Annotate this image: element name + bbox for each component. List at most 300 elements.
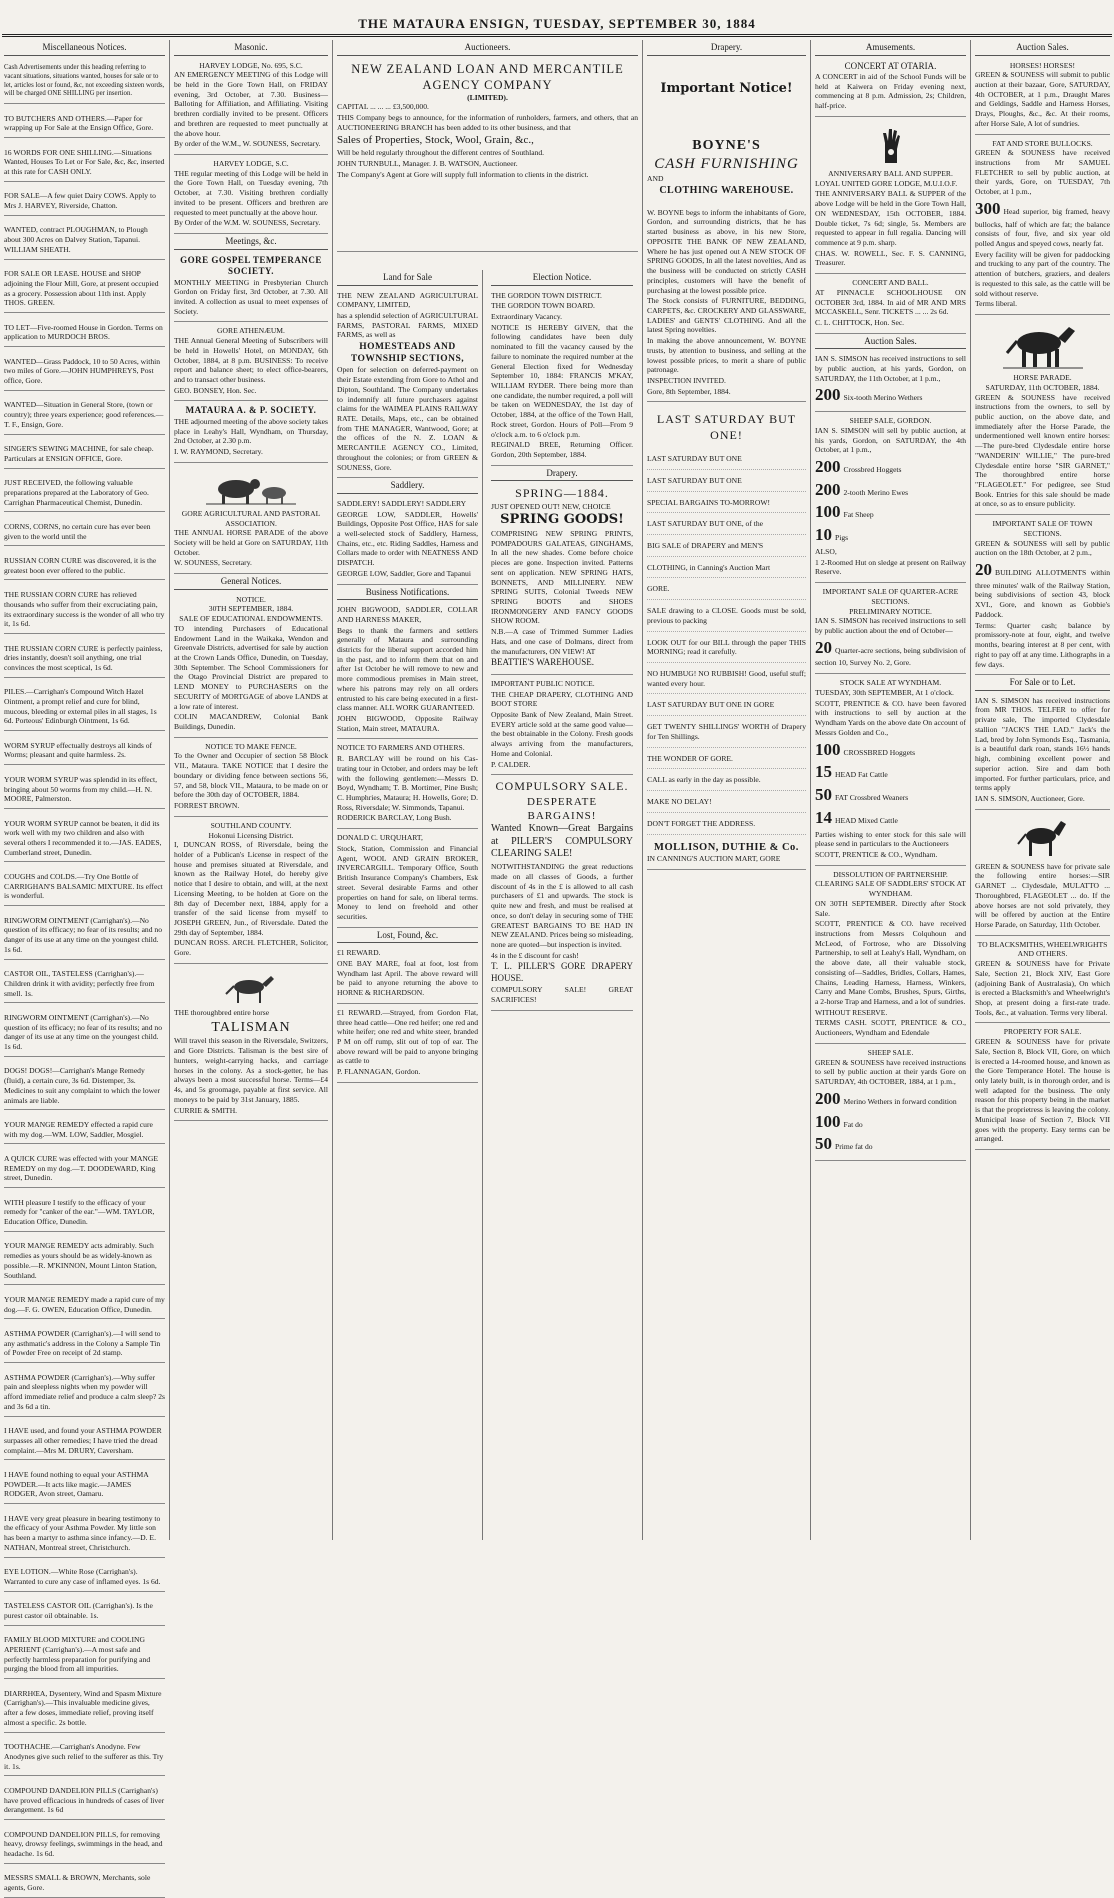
lot-count: 200: [815, 479, 841, 499]
public-notice-title: IMPORTANT PUBLIC NOTICE.: [491, 678, 595, 688]
lot-row: [815, 501, 966, 523]
nz-agricultural-body: has a splendid selection of AGRICULTURAL FARMS, PASTORAL FARMS, MIXED FARMS, as well as: [337, 310, 478, 340]
boyne-dated: Gore, 8th September, 1884.: [647, 386, 731, 396]
nz-loan-sign: JOHN TURNBULL, Manager. J. B. WATSON, Auctioneer.: [337, 159, 518, 169]
farmers-notice-body: R. BARCLAY will be round on his Cas-trating tour in October, and orders may be left with the following gentlemen:—Messrs D. Boyd, Wyndham; T. B. Mortimer, Pine Bush; C. Humphries, Mataura; H. Howells, Gore; D. Ross, Riversdale; W. Simmonds, Tapanui.: [337, 754, 478, 812]
harvey-lodge-title-1: HARVEY LODGE, No. 695, S.C.: [199, 60, 303, 70]
fence-notice-body: To the Owner and Occupier of section 58 Block VII., Mataura. TAKE NOTICE that I desire the boundary or dividing fence between sections 56, 57, and 58, block VII., Mataura, to be made on or before the 30th day of OCTOBER, 1884.: [174, 751, 328, 800]
sale-line: GORE.: [647, 579, 806, 600]
pinnacle-concert-title: CONCERT AND BALL.: [852, 278, 929, 288]
town-sections-terms: Terms: Quarter cash; balance by promissory-note at four, eight, and twelve months, bearing interest at 8 per cent, with right to pay off at any time. Lithographs in a few days.: [975, 620, 1110, 669]
classified-ad: FAMILY BLOOD MIXTURE and COOLING APERIENT (Carrighan's).—A most safe and perfectly harmless preparation for purifying and purging the blood from all impurities.: [4, 1633, 165, 1679]
educational-notice-ad: [174, 593, 328, 738]
educational-notice-body: TO intending Purchasers of Educational Endowment Land in the Waikaka, Wendon and Greenvale Districts, advertised for sale by auction at the Crown Lands Office, Dunedin, on Tuesday, 30th September. The School Commissioners for the Otago Provincial District are prepared to LEND MONEY to PURCHASERS on the SECURITY of MORTGAGE of above LANDS at a low rate of interest.: [174, 623, 328, 711]
section-header-business: Business Notifications.: [337, 587, 478, 601]
lot-row: [815, 1133, 966, 1155]
strayed-cattle-sign: P. FLANNAGAN, Gordon.: [337, 1067, 421, 1077]
boyne-clothing: CLOTHING WAREHOUSE.: [659, 184, 794, 196]
lost-mare-ad: [337, 946, 478, 1004]
lot-item: HEAD Mixed Cattle: [835, 815, 898, 825]
sale-line: SALE drawing to a CLOSE. Goods must be sold, previous to packing: [647, 601, 806, 631]
classified-ad: PILES.—Carrighan's Compound Witch Hazel Ointment, a prompt relief and cure for blind, mucous, bleeding or external piles in all stages, 1s 6d. Porteous' Edinburgh Ointment, 1s 6d.: [4, 685, 165, 731]
harvey-lodge-sign-1: By order of the W.M., W. SOUNESS, Secretary.: [174, 139, 321, 149]
boyne-body: W. BOYNE begs to inform the inhabitants of Gore, Gordon, and surrounding districts, that he has started business as above, in his new Store, OPPOSITE THE BANK OF NEW ZEALAND, Where he has just opened out A NEW STOCK OF SPRING GOODS, In all the latest novelties, And as the business will be conducted on strictly CASH principles, customers will have the benefit of purchasing at the lowest possible price.: [647, 207, 806, 295]
classified-ad: CORNS, CORNS, no certain cure has ever been given to the world until the: [4, 520, 165, 546]
classified-ad: COMPOUND DANDELION PILLS, for removing heavy, drowsy feelings, swimmings in the head, and headache. 1s 6d.: [4, 1828, 165, 1864]
column-drapery: [643, 40, 811, 1540]
sale-line: THE WONDER OF GORE.: [647, 749, 806, 770]
simson-wethers-body: IAN S. SIMSON has received instructions to sell by public auction, at his yards, Gordon, on SATURDAY, the 11th October, at 1 p.m.,: [815, 354, 966, 383]
section-header-auction-sales: Auction Sales.: [815, 336, 966, 350]
election-sign: REGINALD BREE, Returning Officer. Gordon, 20th September, 1884.: [491, 440, 633, 460]
agricultural-association-sign: W. SOUNESS, Secretary.: [174, 558, 252, 568]
lodge-hand-emblem-icon: [879, 125, 903, 165]
section-header-auction-sales-right: Auction Sales.: [975, 42, 1110, 56]
wyndham-stock-ad: [815, 676, 966, 865]
fence-notice-sign: FORREST BROWN.: [174, 801, 240, 811]
boyne-important: Important Notice!: [660, 80, 793, 96]
wyndham-stock-lots: [815, 739, 966, 829]
town-sections-body: GREEN & SOUNESS will sell by public auction on the 18th October, at 2 p.m.,: [975, 538, 1110, 558]
lot-count: 14: [815, 807, 832, 827]
quarter-acre-ad: [815, 585, 966, 674]
classified-ad: EYE LOTION.—White Rose (Carrighan's). Warranted to cure any case of inflamed eyes. 1s 6d.: [4, 1565, 165, 1591]
lot-item: Fat Sheep: [843, 510, 874, 520]
talisman-intro: THE thoroughbred entire horse: [174, 1007, 270, 1017]
educational-notice-date: 30TH SEPTEMBER, 1884.: [208, 604, 294, 614]
athenaeum-sign: GEO. BONSEY, Hon. Sec.: [174, 385, 257, 395]
lot-row: [815, 807, 966, 829]
bullocks-sale-title: FAT AND STORE BULLOCKS.: [992, 138, 1093, 148]
classified-ad: RINGWORM OINTMENT (Carrighan's).—No question of its efficacy; no fear of its results; and no danger of its use at any time on the youngest child. 1s 6d.: [4, 1011, 165, 1057]
column-amusements: [811, 40, 971, 1540]
lot-count: 50: [815, 1134, 832, 1154]
nz-loan-capital: CAPITAL ... ... ... £3,500,000.: [337, 102, 429, 112]
private-horses-body: GREEN & SOUNESS have for private sale the following entire horses:—SIR GARNET ... Clydesdale, MULATTO ... Thoroughbred, FLAGEOLET ... do. If the above horses are not sold privately, they will be offered by auction at the Entire Horse Parade, on Saturday, 11th October.: [975, 861, 1110, 929]
horse-parade-title: HORSE PARADE.: [1013, 373, 1072, 383]
pinnacle-concert-sign: C. L. CHITTOCK, Hon. Sec.: [815, 317, 905, 327]
lot-row: [815, 1088, 966, 1110]
blacksmiths-body: GREEN & SOUNESS have for Private Sale, Section 21, Block XIV, East Gore (adjoining Bank of Australasia), On which is erected a Blacksmith's and Wheelwright's Shop, at present doing a first-rate trade. Tools, &c., at valuation. Terms very liberal.: [975, 959, 1110, 1017]
mollison-lines: [647, 449, 806, 834]
lot-count: 100: [815, 502, 841, 522]
agricultural-association-body: THE ANNUAL HORSE PARADE of the above Society will be held at Gore on SATURDAY, 11th October.: [174, 528, 328, 557]
classified-ad: THE RUSSIAN CORN CURE has relieved thousands who suffer from their excruciating pain, its extraordinary success is the wonder of all who try it, 1s 6d.: [4, 588, 165, 634]
southland-county-body: I, DUNCAN ROSS, of Riversdale, being the holder of a Publican's License in respect of the house and premises situated at Riversdale, and known as the Railway Hotel, do hereby give notice that I desire to obtain, and will, at the next Licensing Meeting, to be holden at Gore on the 8th day of December next, 1884, apply for a transfer of the said license from myself to JOSEPH GREEN, Jun., of Riversdale. Dated the 29th day of September, 1884.: [174, 840, 328, 937]
nz-loan-sales: Sales of Properties, Stock, Wool, Grain, &c.,: [337, 134, 534, 147]
section-header-miscellaneous: Miscellaneous Notices.: [4, 42, 165, 56]
classified-ad: JUST RECEIVED, the following valuable preparations prepared at the Laboratory of Geo. Carrighan Pharmaceutical Chemist, Dunedin.: [4, 476, 165, 512]
classified-ad: I HAVE very great pleasure in bearing testimony to the efficacy of your Asthma Powder. My little son has been a martyr to asthma since infancy.—D. E. NATHAN, Montreal street, Christchurch.: [4, 1512, 165, 1558]
wyndham-stock-sign: SCOTT, PRENTICE & CO., Wyndham.: [815, 849, 938, 859]
agricultural-association-title: GORE AGRICULTURAL AND PASTORAL ASSOCIATION.: [181, 508, 321, 528]
compulsory-sale-title: COMPULSORY SALE.: [495, 779, 629, 794]
lot-row: [815, 479, 966, 501]
quarter-acre-body: IAN S. SIMSON has received instructions to sell by public auction about the end of October—: [815, 616, 966, 636]
horses-sale-title: HORSES! HORSES!: [1009, 60, 1076, 70]
sheep-sale-gore-title: SHEEP SALE.: [867, 1047, 914, 1057]
athenaeum-ad: [174, 324, 328, 401]
classified-ad: YOUR WORM SYRUP was splendid in its effect, bringing about 50 worms from my child.—H. N. MOORE, Palmerston.: [4, 773, 165, 809]
nz-loan-ad: [337, 59, 638, 252]
lot-count: 50: [815, 785, 832, 805]
lot-row: [815, 456, 966, 478]
strayed-cattle-ad: [337, 1006, 478, 1083]
dissolution-title: DISSOLUTION OF PARTNERSHIP.: [833, 869, 948, 879]
bigwood-body: Begs to thank the farmers and settlers generally of Mataura and surrounding districts for the liberal support accorded him in the past, and to inform them that on and after 1st October he will remove to new and more commodious premises in Main street, where his patrons may rely on all orders entrusted to his care being executed in a first-class manner. ALL WORK GUARANTEED.: [337, 625, 478, 713]
lot-item: CROSSBRED Hoggets: [843, 747, 916, 757]
mataura-society-body: THE adjourned meeting of the above society takes place in Leahy's Hall, Wyndham, on Thursday, 2nd October, at 2.30 p.m.: [174, 416, 328, 446]
quarter-acre-prelim: PRELIMINARY NOTICE.: [849, 606, 932, 616]
saddlers-clearing-title: CLEARING SALE OF SADDLERS' STOCK AT WYNDHAM.: [815, 879, 966, 899]
anniversary-ball-lodge: LOYAL UNITED GORE LODGE, M.U.I.O.F.: [815, 178, 958, 188]
public-notice-sign: P. CALDER.: [491, 759, 531, 769]
strayed-cattle-body: £1 REWARD.—Strayed, from Gordon Flat, three head cattle—One red heifer; one red and white heifer; one red and white steer, branded P M on off rump, slit out of top of ear. The above reward will be paid to anyone bringing as cattle to: [337, 1007, 478, 1066]
column-auction-sales: [971, 40, 1114, 1540]
nz-agricultural-title: THE NEW ZEALAND AGRICULTURAL COMPANY, LIMITED,: [337, 290, 478, 310]
anniversary-ball-body: THE ANNIVERSARY BALL & SUPPER of the above Lodge will be held in the Gore Town Hall, ON WEDNESDAY, 15th OCTOBER, 1884. Double ticket, 7s 6d; single, 5s. Members are requested to appear in full regalia. Dancing will commence at 9 p.m. sharp.: [815, 189, 966, 247]
sale-line: LAST SATURDAY BUT ONE IN GORE: [647, 695, 806, 716]
classified-ad: DOGS! DOGS!—Carrighan's Mange Remedy (fluid), a certain cure, 3s 6d. Distemper, 3s. Medicines to suit any complaint to which the lower animals are liable.: [4, 1064, 165, 1110]
wyndham-stock-note: Parties wishing to enter stock for this sale will please send in particulars to the Auctioneers: [815, 829, 966, 849]
classified-ad: WANTED, contract PLOUGHMAN, to Plough about 300 Acres on Dalvey Station, Tapanui. WILLIAM SHEATH.: [4, 223, 165, 259]
mollison-ad: [647, 404, 806, 869]
stallion-engraving-icon: [1015, 818, 1071, 858]
quarter-acre-count: 20: [815, 637, 832, 657]
blacksmiths-ad: [975, 938, 1110, 1024]
section-header-auctioneers: Auctioneers.: [337, 42, 638, 56]
bullocks-sale-body: GREEN & SOUNESS have received instructions from Mr SAMUEL FLETCHER to sell by public auction, at their yards, Gore, on TUESDAY, 7th October, at 1 p.m.,: [975, 148, 1110, 197]
classified-ad: DIARRHŒA, Dysentery, Wind and Spasm Mixture (Carrighan's).—This invaluable medicine gives, after a few doses, immediate relief, proving itself almost a specific. 2s bottle.: [4, 1687, 165, 1733]
athenaeum-body: THE Annual General Meeting of Subscribers will be held in Howells' Hotel, on MONDAY, 6th October, 1884, at 8 p.m. BUSINESS: To receive report and balance sheet; to elect office-bearers, and to transact other business.: [174, 336, 328, 385]
classified-ad: WANTED—Situation in General Store, (town or country); three years experience; good references.—T. F., Ensign, Gore.: [4, 398, 165, 434]
urquhart-body: Stock, Station, Commission and Financial Agent, WOOL AND GRAIN BROKER, INVERCARGILL. Temporary Office, South British Insurance Company's Chambers, Esk street. Several desirable Farms and other properties on hand for sale, on liberal terms. Money to lend on freehold and other securities.: [337, 843, 478, 921]
wyndham-stock-body: SCOTT, PRENTICE & CO. have been favored with instructions to sell by auction at the Wyndham Yards on the above date On account of Messrs Golden and Co.,: [815, 698, 966, 737]
horse-parade-body: GREEN & SOUNESS have received instructions from the owners, to sell by public auction, on the above date, and immediately after the Horse Parade, the undermentioned well known entire horses:—The pure-bred Clydesdale entire horse "WANDERIN' WILLIE," The pure-bred Clydesdale entire horse "SIR GARNET," The thoroughbred entire horse "FLAGEOLET." For pedigree, see Stud Book. Entries for this sale should be made at once, so as to ensure publicity.: [975, 392, 1110, 509]
sheep-sale-gore-body: GREEN & SOUNESS have received instructions to sell by public auction at their yards Gore on SATURDAY, 4th OCTOBER, 1884, at 1 p.m.,: [815, 1057, 966, 1087]
boyne-body-2: In making the above announcement, W. BOYNE trusts, by attention to business, and selling at the lowest possible prices, to merit a share of public patronage.: [647, 336, 806, 375]
farmers-notice-title: NOTICE TO FARMERS AND OTHERS.: [337, 743, 465, 753]
boyne-name: BOYNE'S: [692, 138, 761, 154]
anniversary-ball-ad: [815, 119, 966, 274]
private-horses-ad: [975, 812, 1110, 936]
sale-line: MAKE NO DELAY!: [647, 792, 806, 813]
classified-ad: COMPOUND DANDELION PILLS (Carrighan's) have proved efficacious in hundreds of cases of liver derangement. 1s 6d: [4, 1784, 165, 1820]
classified-ad: WORM SYRUP effectually destroys all kinds of Worms; pleasant and quite harmless. 2s.: [4, 739, 165, 765]
classified-ad: CASTOR OIL, TASTELESS (Carrighan's).—Children drink it with avidity; perfectly free from smell. 1s.: [4, 967, 165, 1003]
classified-ad: MESSRS SMALL & BROWN, Merchants, sole agents, Gore.: [4, 1871, 165, 1897]
section-header-lost-found: Lost, Found, &c.: [337, 930, 478, 944]
farmers-notice-sign: RODERICK BARCLAY, Long Bush.: [337, 813, 452, 823]
sheep-sale-gore-lots: [815, 1088, 966, 1155]
mataura-society-sign: I. W. RAYMOND, Secretary.: [174, 447, 263, 457]
boyne-and: AND: [647, 174, 664, 184]
town-sections-item: BUILDING ALLOTMENTS within three minutes' walk of the Railway Station, being subdivisions of section 43, block XVI., Gore, and known as Gobbie's Paddock.: [975, 568, 1110, 619]
classified-ad: TOOTHACHE.—Carrighan's Anodyne. Few Anodynes give such relief to the sufferer as this. Try it. 1s.: [4, 1740, 165, 1776]
urquhart-title: DONALD C. URQUHART,: [337, 833, 423, 843]
lot-item: HEAD Fat Cattle: [835, 770, 888, 780]
election-vacancy: Extraordinary Vacancy.: [491, 311, 563, 321]
section-header-saddlery: Saddlery.: [337, 480, 478, 494]
miscellaneous-ads-list: [4, 112, 165, 1898]
talisman-ad: [174, 966, 328, 1121]
lot-count: 100: [815, 1111, 841, 1131]
saddlers-clearing-ad: [815, 868, 966, 1044]
mollison-foot: IN CANNING'S AUCTION MART, GORE: [647, 853, 781, 863]
spring-goods-body: JUST OPENED OUT! NEW, CHOICE: [491, 501, 611, 511]
southland-county-sub: Hokonui Licensing District.: [208, 830, 294, 840]
piller-sign: T. L. PILLER'S GORE DRAPERY HOUSE.: [491, 961, 633, 983]
sale-line: LAST SATURDAY BUT ONE: [647, 449, 806, 470]
lot-count: 200: [815, 1088, 841, 1108]
classified-ad: WANTED—Grass Paddock, 10 to 50 Acres, within two miles of Gore.—JOHN HUMPHREYS, Post office, Gore.: [4, 355, 165, 391]
election-sub: THE GORDON TOWN BOARD.: [491, 301, 595, 311]
talisman-sign: CURRIE & SMITH.: [174, 1105, 238, 1115]
harvey-lodge-body-2: THE regular meeting of this Lodge will be held in the Gore Town Hall, on Tuesday evening, 7th October, at 7.30. Visiting brethren cordially invited to be present. Officers and brethren are requested to meet punctually at the above hour.: [174, 168, 328, 217]
public-notice-body: Opposite Bank of New Zealand, Main Street. EVERY article sold at the same good value—the best obtainable in the Colony. Fresh goods always arriving from the manufacturers, Home and Colonial.: [491, 709, 633, 758]
election-body: NOTICE IS HEREBY GIVEN, that the following candidates have been duly nominated to fill the vacancy caused by the failure to nominate the required number at the General Election fixed for Wednesday September 10, 1884: FRANCIS M'KAY, WILLIAM RYDER. There being more than one candidate, the number required, a poll will be taken on WEDNESDAY, the 1st day of October, 1884, at the office of the Town Hall, Rock street, Gordon. Hours of Poll—From 9 o'clock a.m. to 6 o'clock p.m.: [491, 322, 633, 439]
classified-ad: RUSSIAN CORN CURE was discovered, it is the greatest boon ever offered to the public.: [4, 554, 165, 580]
auctioneers-left-subcolumn: [333, 270, 483, 1540]
section-header-land-for-sale: Land for Sale: [337, 272, 478, 286]
spring-goods-sign: BEATTIE'S WAREHOUSE.: [491, 657, 594, 668]
classified-ad: RINGWORM OINTMENT (Carrighan's).—No question of its efficacy; no fear of its results; and no danger of its use at any time on the youngest child. 1s 6d.: [4, 914, 165, 960]
masthead: [0, 4, 1114, 34]
classified-ad: TO BUTCHERS AND OTHERS.—Paper for wrapping up For Sale at the Ensign Office, Gore.: [4, 112, 165, 138]
nz-agricultural-body-2: Open for selection on deferred-payment on their Estate extending from Gore to Athol and Dipton, Southland. The Company undertakes to indemnify all future purchasers against claims for the WAIMEA PLAINS RAILWAY RATE. Details, Maps, etc., can be obtained from THE MANAGER, Wantwood, Gore; at the offices of the N. Z. LOAN & MERCANTILE AGENCY CO., Limited, throughout the colonies; or from GREEN & SOUNESS, Gore.: [337, 365, 478, 472]
talisman-body: Will travel this season in the Riversdale, Switzers, and Gore Districts. Talisman is the best sire of hunters, weight-carrying hacks, and carriage horses in the colony. As a stock-getter, he has always been a most successful horse. Terms—£4 4s, and 5s groomage, payable at first service. All moneys to be paid by 31st January, 1885.: [174, 1036, 328, 1104]
anniversary-ball-sign: CHAS. W. ROWELL, Sec. F. S. CANNING, Treasurer.: [815, 248, 966, 268]
lot-item: Fat do: [843, 1119, 863, 1129]
public-notice-ad: [491, 677, 633, 775]
saddlery-body: GEORGE LOW, SADDLER, Howells' Buildings, Opposite Post Office, HAS for sale a well-selected stock of Saddlery, Harness, Chains, etc., etc. Riding Saddles, Harness and Collars made to order with NEATNESS AND DISPATCH.: [337, 509, 478, 568]
sale-line: LOOK OUT for our BILL through the paper THIS MORNING; read it carefully.: [647, 633, 806, 663]
classified-ad: COUGHS and COLDS.—Try One Bottle of CARRIGHAN'S BALSAMIC MIXTURE. Its effect is wonderful.: [4, 870, 165, 906]
bullocks-count: 300: [975, 198, 1001, 218]
harvey-lodge-title-2: HARVEY LODGE, S.C.: [213, 158, 289, 168]
property-sale-body: GREEN & SOUNESS have for private Sale, Section 8, Block VII, Gore, on which is erected a 14-roomed house, and known as the Gore Temperance Hotel. The house is only lately built, is in thorough order, and is well adapted for the business. The only reason for this property being in the market is that the proprietress is leaving the colony. Municipal lease of Section 7, Block VII goes with the property. Easy terms can be arranged.: [975, 1037, 1110, 1144]
saddlers-clearing-reserve: WITHOUT RESERVE.: [815, 1007, 888, 1017]
bigwood-ad: [337, 603, 478, 739]
fence-notice-ad: [174, 740, 328, 817]
fence-notice-title: NOTICE TO MAKE FENCE.: [205, 741, 297, 751]
spring-goods-big: SPRING GOODS!: [500, 512, 624, 528]
educational-notice-sign: COLIN MACANDREW, Colonial Bank Buildings, Dunedin.: [174, 712, 328, 732]
spring-goods-ad: [491, 484, 633, 675]
lost-mare-body: ONE BAY MARE, foal at foot, lost from Wyndham last April. The above reward will be paid to anyone returning the above to HORNE & RICHARDSON.: [337, 958, 478, 998]
public-notice-sub: THE CHEAP DRAPERY, CLOTHING AND BOOT STORE: [491, 689, 633, 709]
sheep-sale-gore-ad: [815, 1046, 966, 1161]
section-header-drapery: Drapery.: [647, 42, 806, 56]
sale-line: NO HUMBUG! NO RUBBISH! Good, useful stuff; wanted every hour.: [647, 664, 806, 694]
quarter-acre-title: IMPORTANT SALE OF QUARTER-ACRE SECTIONS.: [822, 587, 959, 606]
livestock-engraving-icon: [206, 471, 296, 505]
farmers-notice-ad: [337, 741, 478, 829]
lot-count: 100: [815, 739, 841, 759]
lot-row: [815, 524, 966, 546]
classified-ad: TO LET—Five-roomed House in Gordon. Terms on application to MURDOCH BROS.: [4, 321, 165, 347]
desperate-bargains: DESPERATE BARGAINS!: [526, 795, 598, 822]
classified-ad: YOUR MANGE REMEDY acts admirably. Such remedies as yours should be as widely-known as possible.—R. M'KINNON, Mount Linton Station, Southland.: [4, 1239, 165, 1285]
urquhart-ad: [337, 831, 478, 927]
column-miscellaneous: [0, 40, 170, 1893]
wyndham-stock-title: STOCK SALE AT WYNDHAM.: [839, 678, 942, 688]
classified-ad: A QUICK CURE was effected with your MANGE REMEDY on my dog.—T. DOODEWARD, King street, Dunedin.: [4, 1152, 165, 1188]
compulsory-sale-discount: 4s in the £ discount for cash!: [491, 950, 579, 960]
sheep-sale-gordon-lots: [815, 456, 966, 546]
lot-row: [815, 1111, 966, 1133]
section-header-sale-or-let: For Sale or to Let.: [975, 677, 1110, 691]
temperance-title: GORE GOSPEL TEMPERANCE SOCIETY.: [180, 254, 322, 277]
election-ad: [491, 289, 633, 466]
nz-agricultural-big: HOMESTEADS AND TOWNSHIP SECTIONS,: [350, 342, 465, 365]
classified-ad: THE RUSSIAN CORN CURE is perfectly painless, dries instantly, doesn't soil anything, one trial convinces the most sceptical, 1s 6d.: [4, 642, 165, 678]
boyne-stock: The Stock consists of FURNITURE, BEDDING, CARPETS, &c. CROCKERY AND GLASSWARE, LADIES' and GENTS' CLOTHING. And all the latest Spring novelties.: [647, 296, 806, 335]
sale-line: BIG SALE of DRAPERY and MEN'S: [647, 536, 806, 557]
spring-goods-list: COMPRISING NEW SPRING PRINTS, POMPADOURS GALATEAS, GINGHAMS, In all the new shades. Come before choice pieces are gone. Inspection invited. Patterns sent on application. NEW SPRING HATS, BONNETS, AND MILLINERY. NEW SPRING SUITS, Colonial Tweeds NEW SPRING BOOTS and SHOES IRONMONGERY AND FANCY GOODS SHOW ROOM.: [491, 528, 633, 626]
concert-otaria-ad: [815, 59, 966, 117]
nz-loan-agent: The Company's Agent at Gore will supply full information to clients in the district.: [337, 169, 589, 179]
pinnacle-concert-body: AT PINNACLE SCHOOLHOUSE ON OCTOBER 3rd, 1884. In aid of MR AND MRS MCCASKELL, Senr. TICKETS ... ... 2s 6d.: [815, 287, 966, 317]
nz-loan-title: NEW ZEALAND LOAN AND MERCANTILE AGENCY COMPANY: [351, 61, 624, 92]
miscellaneous-intro: Cash Advertisements under this heading referring to vacant situations, situations wanted, houses for sale or to let, articles lost or found, &c, not exceeding sixteen words, will be charged ONE SHILLING per insertion.: [4, 62, 165, 104]
pinnacle-concert-ad: [815, 276, 966, 334]
boyne-ad: [647, 59, 806, 403]
horses-sale-body: GREEN & SOUNESS will submit to public auction at their bazaar, Gore, SATURDAY, 4th OCTOBER, at 1 p.m., Draught Mares and Geldings, Saddle and Harness Horses, Drays, Ploughs, &c., &c. At their rooms, after Horse Sale, A lot of sundries.: [975, 70, 1110, 128]
town-sections-ad: [975, 517, 1110, 675]
educational-notice-sub: SALE OF EDUCATIONAL ENDOWMENTS.: [179, 614, 323, 624]
quarter-acre-item: Quarter-acre sections, being subdivision of section 10, Survey No. 2, Gore.: [815, 645, 966, 668]
athenaeum-title: GORE ATHENÆUM.: [217, 326, 285, 336]
lot-count: 15: [815, 762, 832, 782]
lot-row: [815, 784, 966, 806]
saddlery-title: SADDLERY! SADDLERY! SADDLERY: [337, 498, 467, 508]
concert-otaria-body: A CONCERT in aid of the School Funds will be held at Kaiwera on Friday evening next, commencing at 8 p.m. Admission, 2s; Children, half-price.: [815, 72, 966, 111]
sale-line: CALL as early in the day as possible.: [647, 770, 806, 791]
classified-ad: YOUR WORM SYRUP cannot be beaten, it did its work well with my two children and also with several others I recommended it to.—JAS. EADES, Cumberland street, Dunedin.: [4, 817, 165, 863]
sale-line: CLOTHING, in Canning's Auction Mart: [647, 558, 806, 579]
blacksmiths-title: TO BLACKSMITHS, WHEELWRIGHTS AND OTHERS.: [977, 939, 1108, 959]
column-masonic: [170, 40, 333, 1540]
town-sections-count: 20: [975, 560, 992, 580]
section-header-general-notices: General Notices.: [174, 576, 328, 590]
draught-horse-engraving-icon: [1003, 323, 1083, 369]
sale-line: GET TWENTY SHILLINGS' WORTH of Drapery for Ten Shillings.: [647, 717, 806, 747]
horses-sale-ad: [975, 59, 1110, 135]
lot-count: 10: [815, 525, 832, 545]
section-header-amusements: Amusements.: [815, 42, 966, 56]
wyndham-stock-date: TUESDAY, 30th SEPTEMBER, At 1 o'clock.: [815, 687, 954, 697]
mataura-society-ad: [174, 403, 328, 462]
spring-goods-title: SPRING—1884.: [515, 486, 609, 501]
sale-line: LAST SATURDAY BUT ONE, of the: [647, 514, 806, 535]
compulsory-sale-ad: [491, 777, 633, 1011]
section-header-election: Election Notice.: [491, 272, 633, 286]
temperance-body: MONTHLY MEETING in Presbyterian Church Gordon on Friday first, 3rd October, at 7.30. All invited. A collection as usual to meet expenses of Society.: [174, 277, 328, 316]
column-auctioneers: [333, 40, 643, 1540]
classified-ad: WITH pleasure I testify to the efficacy of your remedy for "canker of the ear."—WM. TAYLOR, Education Office, Dunedin.: [4, 1196, 165, 1232]
section-header-meetings: Meetings, &c.: [174, 236, 328, 250]
lot-item: Prime fat do: [835, 1142, 873, 1152]
horse-parade-ad: [975, 317, 1110, 515]
sheep-sale-gordon-title: SHEEP SALE, GORDON.: [849, 416, 932, 426]
saddlery-sign: GEORGE LOW, Saddler, Gore and Tapanui: [337, 568, 471, 578]
classified-ad: FOR SALE OR LEASE. HOUSE and SHOP adjoining the Flour Mill, Gore, at present occupied as a grocery. Possession about 11th inst. Apply THOS. GREEN.: [4, 267, 165, 313]
nz-agricultural-ad: [337, 289, 478, 479]
classified-ad: FOR SALE—A few quiet Dairy COWS. Apply to Mrs J. HARVEY, Riverside, Chatton.: [4, 189, 165, 215]
anniversary-ball-title: ANNIVERSARY BALL AND SUPPER.: [828, 168, 953, 178]
lot-item: 2-tooth Merino Ewes: [843, 487, 909, 497]
simson-wethers-item: Six-tooth Merino Wethers: [843, 393, 923, 403]
nz-loan-body: THIS Company begs to announce, for the information of runholders, farmers, and others, that an AUCTIONEERING BRANCH has been added to its other business, and that: [337, 112, 638, 132]
auctioneers-right-subcolumn: [487, 270, 637, 1540]
educational-notice-title: NOTICE.: [236, 594, 266, 604]
sheep-sale-also-item: 1 2-Roomed Hut on sledge at present on Railway Reserve.: [815, 557, 966, 577]
lot-item: Merino Wethers in forward condition: [843, 1096, 957, 1106]
classified-ad: ASTHMA POWDER (Carrighan's).—I will send to any asthmatic's address in the Colony a Sample Tin of Powder Free on receipt of 2d stamp.: [4, 1327, 165, 1363]
section-header-drapery-left: Drapery.: [491, 468, 633, 482]
sheep-sale-gordon-ad: [815, 414, 966, 583]
lot-item: Crossbred Hoggets: [843, 464, 902, 474]
boyne-cash: CASH FURNISHING: [654, 156, 799, 173]
jacks-the-lad-body: IAN S. SIMSON has received instructions from MR THOS. TELFER to offer for private sale, The imported Clydesdale stallion "JACK'S THE LAD." Jack's the Lad, bred by John Symonds Esq., Tasmania, is a beautiful dark roan, stands 16½ hands high, combining excellent power and superior action. Sire and dam both imported. For further particulars, price, and terms apply: [975, 695, 1110, 793]
lot-row: [815, 761, 966, 783]
nz-loan-body-2: Will be held regularly throughout the different centres of Southland.: [337, 148, 545, 158]
election-title: THE GORDON TOWN DISTRICT.: [491, 290, 602, 300]
town-sections-title: IMPORTANT SALE OF TOWN SECTIONS.: [992, 519, 1093, 538]
classified-ad: TASTELESS CASTOR OIL (Carrighan's). Is the purest castor oil obtainable. 1s.: [4, 1599, 165, 1625]
bullocks-sale-ad: [975, 137, 1110, 316]
mataura-society-title: MATAURA A. & P. SOCIETY.: [185, 405, 317, 416]
harvey-lodge-body-1: AN EMERGENCY MEETING of this Lodge will be held in the Gore Town Hall, on FRIDAY evening, 3rd October, at 7.30. Business—Balloting for Affiliation, and Affiliating. Visiting brethren cordially invited to be present. Officers and brethren are requested to meet punctually at the above hour.: [174, 70, 328, 138]
classified-ad: I HAVE found nothing to equal your ASTHMA POWDER.—It acts like magic.—JAMES RODGER, Avon street, Oamaru.: [4, 1468, 165, 1504]
agricultural-association-ad: [174, 465, 328, 574]
sale-line: SPECIAL BARGAINS TO-MORROW!: [647, 493, 806, 514]
lot-item: FAT Crossbred Weaners: [835, 793, 909, 803]
property-sale-title: PROPERTY FOR SALE.: [1003, 1027, 1082, 1037]
harvey-lodge-ad-1: [174, 59, 328, 155]
spring-goods-body-2: N.B.—A case of Trimmed Summer Ladies Hats, and one case of Dolmans, direct from the manufacturers, ON VIEW! AT: [491, 627, 633, 656]
southland-county-title: SOUTHLAND COUNTY.: [210, 820, 292, 830]
classified-ad: 16 WORDS FOR ONE SHILLING.—Situations Wanted, Houses To Let or For Sale, &c, &c, inserted at this rate for CASH ONLY.: [4, 146, 165, 182]
bullocks-item: Head superior, big framed, heavy bullocks, half of which are fat; the balance consists of four, five, and six year old polled Angus and speyed cows, nearly fat.: [975, 206, 1110, 249]
classified-ad: ASTHMA POWDER (Carrighan's).—Why suffer pain and sleepless nights when my powder will afford immediate relief and produce a calm sleep? 2s and 3s 6d a tin.: [4, 1371, 165, 1417]
bigwood-title: JOHN BIGWOOD, SADDLER, COLLAR AND HARNESS MAKER,: [337, 605, 478, 624]
saddlers-clearing-sign: TERMS CASH. SCOTT, PRENTICE & CO., Auctioneers, Wyndham and Edendale: [815, 1018, 966, 1038]
saddlery-ad: [337, 497, 478, 585]
horse-engraving-icon: [221, 972, 281, 1004]
lot-count: 200: [815, 456, 841, 476]
bullocks-terms: Terms liberal.: [975, 299, 1018, 309]
talisman-name: TALISMAN: [211, 1019, 291, 1035]
classified-ad: YOUR MANGE REMEDY effected a rapid cure with my dog.—WM. LOW, Saddler, Mosgiel.: [4, 1118, 165, 1144]
compulsory-sale-body: NOTWITHSTANDING the great reductions made on all classes of Goods, a further discount of 4s in the £ is allowed to all cash purchasers of £1 and upwards. The stock is quite new and fresh, and must be realised at once, so don't delay in securing some of THE GREATEST BARGAINS TO BE HAD IN NEW ZEALAND. Prices being so misleading, none are quoted—but inspection is invited.: [491, 862, 633, 949]
saddlers-clearing-body: SCOTT, PRENTICE & CO. have received instructions from Messrs Colquhoun and McLeod, of Fortrose, who are Dissolving Partnership, to sell at Leahy's Hall, Wyndham, on the above date, all their valuable stock, consisting of—Saddles, Bridles, Collars, Hames, Chains, Leading Harness, Harness, Winkers, Carry and Mane Combs, Brushes, Spurs, Girths, a 2-horse Trap and Harness, and a lot of sundries.: [815, 919, 966, 1007]
bullocks-sale-body-2: Every facility will be given for paddocking and trucking to any part of the country. The attention of butchers, graziers, and dealers is requested to this sale, as the cattle will be sold without reserve.: [975, 249, 1110, 298]
nz-loan-sub: (LIMITED).: [467, 92, 508, 102]
sheep-sale-gordon-body: IAN S. SIMSON will sell by public auction, at his yards, Gordon, on SATURDAY, the 4th October, at 1 p.m.,: [815, 425, 966, 455]
southland-county-ad: [174, 819, 328, 964]
classified-ad: SINGER'S SEWING MACHINE, for sale cheap. Particulars at ENSIGN OFFICE, Gore.: [4, 442, 165, 468]
last-saturday-big: LAST SATURDAY BUT ONE!: [656, 412, 797, 442]
property-sale-ad: [975, 1025, 1110, 1150]
saddlers-clearing-date: ON 30TH SEPTEMBER. Directly after Stock Sale.: [815, 898, 966, 918]
simson-wethers-ad: [815, 352, 966, 412]
southland-county-sign: DUNCAN ROSS. ARCH. FLETCHER, Solicitor, Gore.: [174, 938, 328, 958]
piller-foot: COMPULSORY SALE! GREAT SACRIFICES!: [491, 985, 633, 1005]
sale-line: DON'T FORGET THE ADDRESS.: [647, 814, 806, 835]
masthead-rule: [2, 34, 1112, 37]
